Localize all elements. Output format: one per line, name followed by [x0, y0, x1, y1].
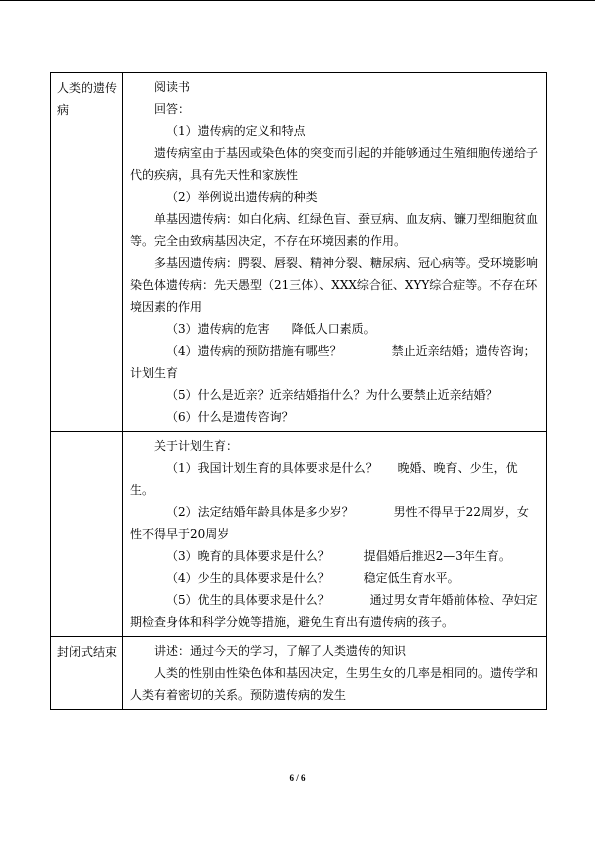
question-text: （4）遗传病的预防措施有哪些？ — [166, 344, 342, 358]
qa-line — [130, 501, 540, 545]
row-label-genetic-diseases: 人类的遗传病 — [51, 73, 123, 432]
lesson-table — [50, 72, 547, 710]
question-text: （3）遗传病的危害 — [166, 322, 270, 336]
qa-line — [130, 318, 540, 340]
table-row-family-planning — [51, 432, 547, 637]
qa-line — [130, 567, 540, 589]
text-line: 遗传病室由于基因或染色体的突变而引起的并能够通过生殖细胞传递给子代的疾病，具有先天性和家族性 — [130, 146, 539, 182]
text-line: 讲述：通过今天的学习，了解了人类遗传的知识 — [154, 644, 407, 658]
text-line: 回答： — [154, 102, 191, 116]
qa-line — [130, 589, 540, 633]
answer-text: 通过男女青年婚前体检、孕妇定期检查身体和科学分娩等措施，避免生育出有遗传病的孩子。 — [130, 593, 538, 629]
header-rule — [0, 0, 595, 1]
text-line: 多基因遗传病：腭裂、唇裂、精神分裂、糖尿病、冠心病等。受环境影响染色体遗传病：先天愚型（21三体）、XXX综合征、XYY综合症等。不存在环境因素的作用 — [130, 256, 539, 314]
answer-text: 晚婚、晚育、少生，优生。 — [130, 461, 518, 497]
row-label-closing: 封闭式结束 — [51, 637, 123, 710]
content-genetic-diseases — [123, 73, 547, 432]
question-text: （5）优生的具体要求是什么？ — [166, 593, 330, 607]
question-text: （1）我国计划生育的具体要求是什么？ — [166, 461, 378, 475]
answer-text: 男性不得早于22周岁，女性不得早于20周岁 — [130, 505, 529, 541]
table-row-closing — [51, 637, 547, 710]
question-text: （4）少生的具体要求是什么？ — [166, 571, 330, 585]
content-closing — [123, 637, 547, 710]
text-line: 阅读书 — [154, 80, 191, 94]
page-number: 6 / 6 — [289, 773, 306, 783]
question-text: （3）晚育的具体要求是什么？ — [166, 549, 330, 563]
text-line: 关于计划生育： — [154, 439, 239, 453]
table-row-genetic-diseases — [51, 73, 547, 432]
answer-text: 降低人口素质。 — [291, 322, 376, 336]
question-line: （1）遗传病的定义和特点 — [166, 124, 306, 138]
qa-line — [130, 545, 540, 567]
question-text: （2）法定结婚年龄具体是多少岁？ — [166, 505, 354, 519]
qa-line — [130, 457, 540, 501]
answer-text: 提倡婚后推迟2—3年生育。 — [363, 549, 511, 563]
text-line: 人类的性别由性染色体和基因决定，生男生女的几率是相同的。遗传学和人类有着密切的关系。预防遗传病的发生 — [130, 666, 539, 702]
answer-text: 禁止近亲结婚；遗传咨询；计划生育 — [130, 344, 536, 380]
qa-line — [130, 340, 540, 384]
text-line: 单基因遗传病：如白化病、红绿色盲、蚕豆病、血友病、镰刀型细胞贫血等。完全由致病基因决定，不存在环境因素的作用。 — [130, 212, 539, 248]
answer-text: 稳定低生育水平。 — [363, 571, 460, 585]
content-family-planning — [123, 432, 547, 637]
row-label-empty — [51, 432, 123, 637]
question-line: （2）举例说出遗传病的种类 — [166, 190, 318, 204]
question-line: （6）什么是遗传咨询？ — [166, 410, 294, 424]
question-line: （5）什么是近亲？近亲结婚指什么？为什么要禁止近亲结婚？ — [166, 388, 498, 402]
